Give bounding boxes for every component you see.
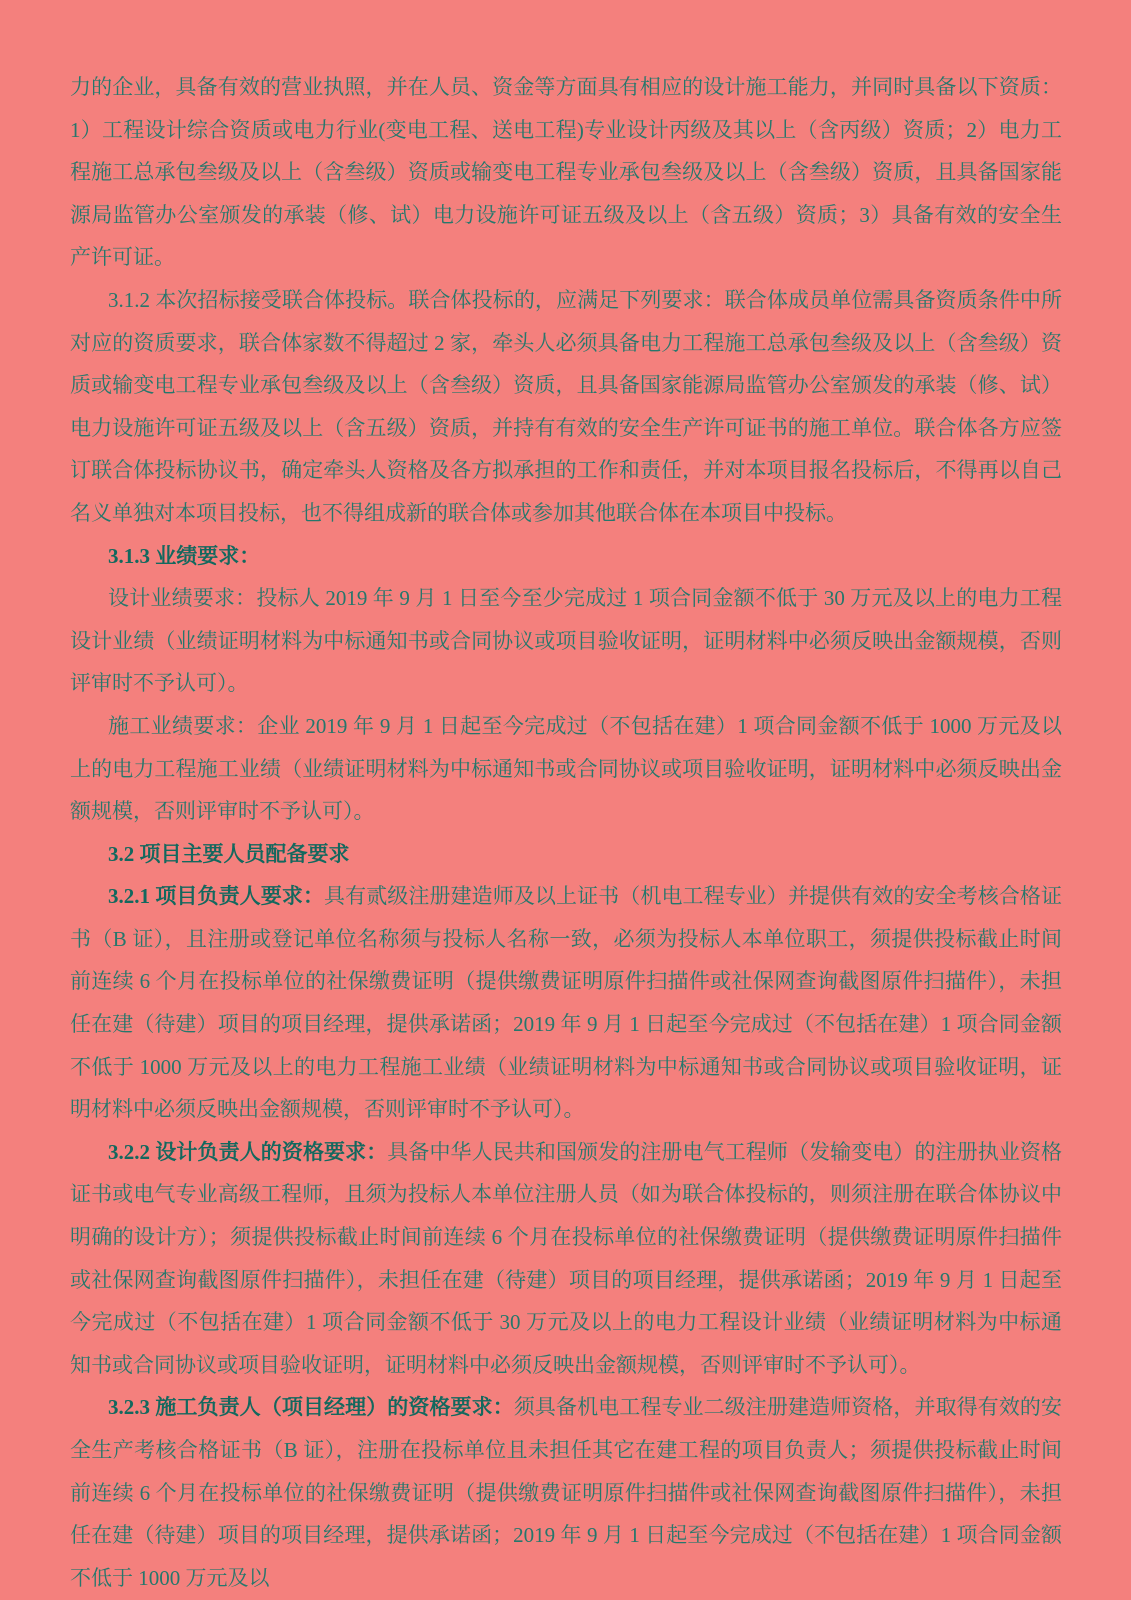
clause-heading: 3.1.3 业绩要求： bbox=[108, 543, 261, 568]
clause-continuation-paragraph bbox=[70, 66, 1062, 279]
construction-performance-paragraph bbox=[70, 705, 1062, 833]
clause-heading: 3.2.3 施工负责人（项目经理）的资格要求： bbox=[108, 1395, 514, 1420]
paragraph-text: 设计业绩要求：投标人 2019 年 9 月 1 日至今至少完成过 1 项合同金额不低于 30 万元及以上的电力工程设计业绩（业绩证明材料为中标通知书或合同协议或项目验收证明，证明材料中必须反映出金额规模，否则评审时不予认可）。 bbox=[70, 586, 1062, 696]
clause-heading: 3.2 项目主要人员配备要求 bbox=[108, 841, 350, 866]
paragraph-text: 须具备机电工程专业二级注册建造师资格，并取得有效的安全生产考核合格证书（B 证），注册在投标单位且未担任其它在建工程的项目负责人；须提供投标截止时间前连续 6 个月在投标单位的社保缴费证明（提供缴费证明原件扫描件或社保网查询截图原件扫描件），未担任在建（待建）项目的项目经理，提供承诺函；2019 年 9 月 1 日起至今完成过（不包括在建）1 项合同金额不低于 1000 万元及以 bbox=[70, 1395, 1063, 1590]
clause-heading: 3.2.1 项目负责人要求： bbox=[108, 884, 325, 909]
paragraph-text: 具备中华人民共和国颁发的注册电气工程师（发输变电）的注册执业资格证书或电气专业高级工程师，且须为投标人本单位注册人员（如为联合体投标的，则须注册在联合体协议中明确的设计方）；须提供投标截止时间前连续 6 个月在投标单位的社保缴费证明（提供缴费证明原件扫描件或社保网查询截图原件扫描件），未担任在建（待建）项目的项目经理，提供承诺函；2019 年 9 月 1 日起至今完成过（不包括在建）1 项合同金额不低于 30 万元及以上的电力工程设计业绩（业绩证明材料为中标通知书或合同协议或项目验收证明，证明材料中必须反映出金额规模，否则评审时不予认可）。 bbox=[70, 1139, 1062, 1377]
clause-3-2-2-paragraph bbox=[70, 1131, 1062, 1387]
design-performance-paragraph bbox=[70, 577, 1062, 705]
clause-3-2-3-paragraph bbox=[70, 1386, 1062, 1599]
clause-3-2-1-paragraph bbox=[70, 875, 1062, 1131]
paragraph-text: 具有贰级注册建造师及以上证书（机电工程专业）并提供有效的安全考核合格证书（B 证），且注册或登记单位名称须与投标人名称一致，必须为投标人本单位职工，须提供投标截止时间前连续 6 个月在投标单位的社保缴费证明（提供缴费证明原件扫描件或社保网查询截图原件扫描件），未担任在建（待建）项目的项目经理，提供承诺函；2019 年 9 月 1 日起至今完成过（不包括在建）1 项合同金额不低于 1000 万元及以上的电力工程施工业绩（业绩证明材料为中标通知书或合同协议或项目验收证明，证明材料中必须反映出金额规模，否则评审时不予认可）。 bbox=[70, 884, 1063, 1122]
clause-3-1-2-paragraph bbox=[70, 279, 1062, 535]
paragraph-text: 3.1.2 本次招标接受联合体投标。联合体投标的，应满足下列要求：联合体成员单位需具备资质条件中所对应的资质要求，联合体家数不得超过 2 家，牵头人必须具备电力工程施工总承包叁级及以上（含叁级）资质或输变电工程专业承包叁级及以上（含叁级）资质，且具备国家能源局监管办公室颁发的承装（修、试）电力设施许可证五级及以上（含五级）资质，并持有有效的安全生产许可证书的施工单位。联合体各方应签订联合体投标协议书，确定牵头人资格及各方拟承担的工作和责任，并对本项目报名投标后，不得再以自己名义单独对本项目投标，也不得组成新的联合体或参加其他联合体在本项目中投标。 bbox=[70, 287, 1062, 525]
clause-heading: 3.2.2 设计负责人的资格要求： bbox=[108, 1139, 388, 1164]
clause-3-2-heading-paragraph bbox=[70, 833, 1062, 876]
clause-3-1-3-heading-paragraph bbox=[70, 535, 1062, 578]
paragraph-text: 力的企业，具备有效的营业执照，并在人员、资金等方面具有相应的设计施工能力，并同时具备以下资质：1）工程设计综合资质或电力行业(变电工程、送电工程)专业设计丙级及其以上（含丙级）资质；2）电力工程施工总承包叁级及以上（含叁级）资质或输变电工程专业承包叁级及以上（含叁级）资质，且具备国家能源局监管办公室颁发的承装（修、试）电力设施许可证五级及以上（含五级）资质；3）具备有效的安全生产许可证。 bbox=[70, 75, 1062, 270]
paragraph-text: 施工业绩要求：企业 2019 年 9 月 1 日起至今完成过（不包括在建）1 项合同金额不低于 1000 万元及以上的电力工程施工业绩（业绩证明材料为中标通知书或合同协议或项目验收证明，证明材料中必须反映出金额规模，否则评审时不予认可）。 bbox=[70, 713, 1062, 824]
